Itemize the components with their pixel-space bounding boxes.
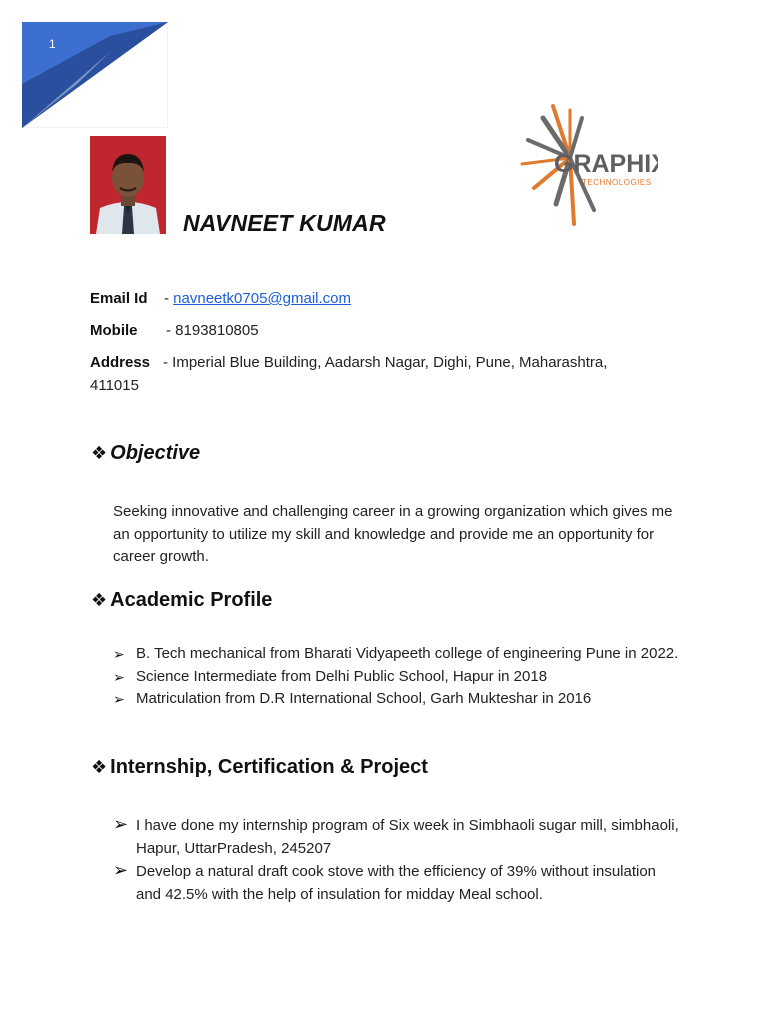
logo-text: GRAPHIX bbox=[554, 150, 658, 178]
internship-heading-text: Internship, Certification & Project bbox=[110, 756, 428, 778]
academic-item-text: B. Tech mechanical from Bharati Vidyapeeth college of engineering Pune in 2022. bbox=[136, 645, 679, 662]
company-logo bbox=[518, 100, 658, 228]
academic-heading bbox=[91, 589, 272, 612]
list-item bbox=[113, 688, 683, 711]
academic-item-text: Matriculation from D.R International School, Garh Mukteshar in 2016 bbox=[136, 690, 592, 707]
list-item bbox=[113, 666, 683, 689]
objective-heading bbox=[91, 442, 200, 465]
list-item bbox=[113, 861, 683, 906]
objective-text: Seeking innovative and challenging career in a growing organization which gives me an opportunity to utilize my skill and knowledge and provide me an opportunity for career growth. bbox=[113, 503, 673, 565]
page-corner-decoration bbox=[22, 22, 168, 128]
list-item bbox=[113, 815, 683, 860]
email-label: Email Id bbox=[90, 290, 148, 307]
address-row bbox=[90, 354, 608, 371]
address-value: - Imperial Blue Building, Aadarsh Nagar, Dighi, Pune, Maharashtra, bbox=[163, 354, 608, 371]
mobile-value: - 8193810805 bbox=[166, 322, 259, 339]
internship-list bbox=[113, 815, 683, 907]
address-continuation: 411015 bbox=[90, 377, 139, 394]
internship-item-text: I have done my internship program of Six week in Simbhaoli sugar mill, simbhaoli, Hapur, UttarPradesh, 245207 bbox=[136, 817, 679, 857]
arrow-bullet-icon: ➢ bbox=[113, 691, 125, 707]
arrow-bullet-icon: ➢ bbox=[113, 860, 129, 880]
list-item bbox=[113, 643, 683, 666]
email-link[interactable]: navneetk0705@gmail.com bbox=[173, 290, 351, 307]
address-label: Address bbox=[90, 354, 151, 371]
email-row bbox=[90, 290, 351, 307]
diamond-cluster-icon: ❖ bbox=[91, 443, 108, 463]
logo-subtext: TECHNOLOGIES bbox=[582, 178, 652, 187]
profile-photo bbox=[90, 136, 166, 234]
academic-item-text: Science Intermediate from Delhi Public School, Hapur in 2018 bbox=[136, 667, 548, 685]
page-number: 1 bbox=[49, 37, 56, 51]
arrow-bullet-icon: ➢ bbox=[113, 668, 125, 685]
corner-shape bbox=[22, 22, 168, 128]
arrow-bullet-icon: ➢ bbox=[113, 814, 129, 834]
candidate-name: NAVNEET KUMAR bbox=[183, 210, 386, 236]
mobile-label: Mobile bbox=[90, 322, 138, 339]
mobile-row bbox=[90, 322, 259, 339]
arrow-bullet-icon: ➢ bbox=[113, 646, 125, 662]
internship-heading bbox=[91, 756, 428, 779]
objective-heading-text: Objective bbox=[110, 442, 201, 464]
academic-list bbox=[113, 643, 683, 711]
internship-item-text: Develop a natural draft cook stove with the efficiency of 39% without insulation and 42.5% with the help of insulation for midday Meal school. bbox=[136, 863, 657, 903]
academic-heading-text: Academic Profile bbox=[110, 589, 273, 611]
diamond-cluster-icon: ❖ bbox=[91, 590, 108, 610]
email-separator: - bbox=[164, 290, 169, 307]
diamond-cluster-icon: ❖ bbox=[91, 757, 108, 777]
